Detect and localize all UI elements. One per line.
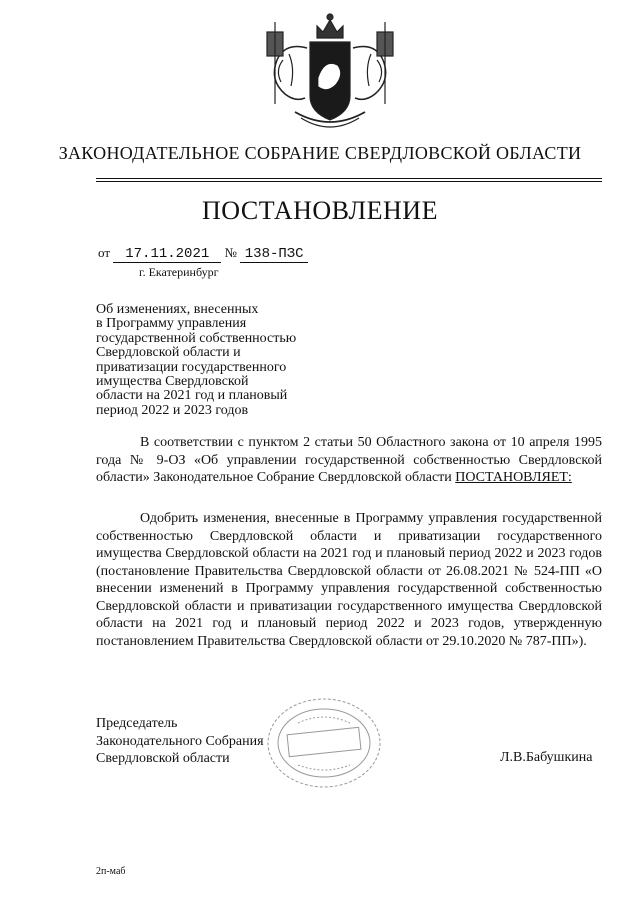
- preamble-paragraph: [96, 434, 602, 487]
- subject-line: области на 2021 год и плановый: [96, 388, 288, 404]
- document-subject: [96, 303, 346, 418]
- date-number-line: [98, 245, 308, 263]
- signatory-position: [96, 715, 264, 768]
- subject-line: период 2022 и 2023 годов: [96, 402, 249, 418]
- subject-line: государственной собственностью: [96, 330, 297, 346]
- position-line: Свердловской области: [96, 751, 230, 766]
- position-line: Законодательного Собрания: [96, 733, 264, 749]
- header-divider: [96, 178, 602, 179]
- subject-line: в Программу управления: [96, 316, 247, 332]
- subject-line: приватизации государственного: [96, 359, 287, 375]
- preamble-text: В соответствии с пунктом 2 статьи 50 Областного закона от 10 апреля 1995 года № 9-ОЗ «Об управлении государственной собственностью Свердловской области» Законодательное Собрание Свердловской области: [96, 435, 602, 485]
- position-line: Председатель: [96, 716, 178, 731]
- footer-code: 2п-маб: [96, 866, 126, 877]
- city: г. Екатеринбург: [139, 265, 219, 279]
- subject-line: имущества Свердловской: [96, 374, 249, 390]
- resolves-keyword: ПОСТАНОВЛЯЕТ:: [455, 470, 572, 485]
- header-divider-thick: [96, 181, 602, 182]
- document-number: 138-ПЗС: [240, 247, 308, 263]
- round-seal-stamp-icon: [258, 693, 386, 791]
- resolution-paragraph: Одобрить изменения, внесенные в Программу управления государственной собственностью Свердловской области и приватизации государственного имущества Свердловской области на 2021 год и плановый период 2022 и 2023 годов (постановление Правительства Свердловской области от 26.08.2021 № 524-ПП «О внесении изменений в Программу управления государственной собственностью Свердловской области и приватизации государственного имущества Свердловской области на 2021 год и плановый период 2022 и 2023 годов, утвержденную постановлением Правительства Свердловской области от 29.10.2020 № 787-ПП»).: [96, 511, 602, 649]
- subject-line: Об изменениях, внесенных: [96, 302, 259, 317]
- subject-line: Свердловской области и: [96, 345, 241, 361]
- date-prefix: от: [98, 245, 111, 260]
- coat-of-arms-icon: [255, 8, 405, 136]
- document-date: 17.11.2021: [113, 247, 221, 263]
- document-title: ПОСТАНОВЛЕНИЕ: [202, 196, 438, 225]
- signatory-name: Л.В.Бабушкина: [500, 750, 593, 765]
- number-prefix: №: [224, 245, 237, 260]
- organization-name: ЗАКОНОДАТЕЛЬНОЕ СОБРАНИЕ СВЕРДЛОВСКОЙ ОБЛАСТИ: [58, 143, 582, 163]
